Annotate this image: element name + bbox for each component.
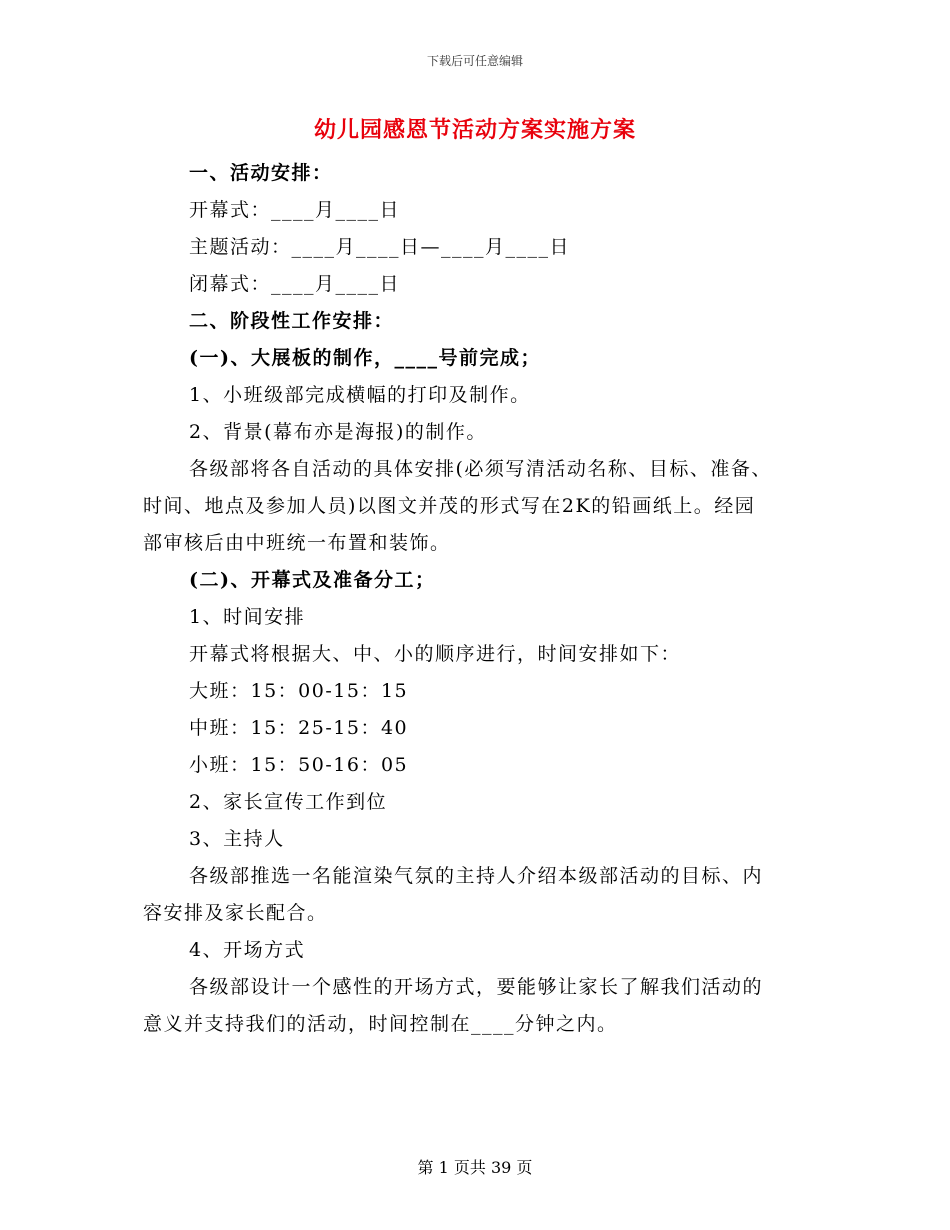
list-item: 4、开场方式: [189, 939, 306, 961]
paragraph-display-board: [143, 451, 803, 562]
list-item: 2、家长宣传工作到位: [189, 791, 388, 813]
section-2-heading: 二、阶段性工作安排：: [189, 310, 395, 332]
paragraph-line: 时间、地点及参加人员)以图文并茂的形式写在2K的铅画纸上。经园: [143, 495, 756, 517]
document-body: [143, 155, 803, 1043]
closing-date-line: 闭幕式：____月____日: [189, 273, 401, 295]
list-item: 1、小班级部完成横幅的打印及制作。: [189, 384, 531, 406]
document-title: 幼儿园感恩节活动方案实施方案: [313, 117, 636, 143]
paragraph-line: 各级部将各自活动的具体安排(必须写清活动名称、目标、准备、: [189, 458, 772, 480]
header-note: 下载后可任意编辑: [426, 54, 523, 68]
schedule-big-class: 大班：15：00-15：15: [189, 680, 409, 702]
paragraph-line: 部审核后由中班统一布置和装饰。: [143, 532, 451, 554]
paragraph-line: 意义并支持我们的活动，时间控制在____分钟之内。: [143, 1013, 618, 1035]
paragraph-host: [143, 858, 803, 932]
schedule-middle-class: 中班：15：25-15：40: [189, 717, 409, 739]
paragraph-line: 各级部设计一个感性的开场方式，要能够让家长了解我们活动的: [189, 976, 764, 998]
list-item: 3、主持人: [189, 828, 285, 850]
subsection-2-heading: (二)、开幕式及准备分工；: [189, 569, 436, 591]
theme-activity-date-line: 主题活动：____月____日—____月____日: [189, 236, 571, 258]
paragraph-opening-style: [143, 969, 803, 1043]
paragraph-line: 容安排及家长配合。: [143, 902, 328, 924]
list-item: 2、背景(幕布亦是海报)的制作。: [189, 421, 487, 443]
section-1-heading: 一、活动安排：: [189, 162, 333, 184]
list-item: 1、时间安排: [189, 606, 306, 628]
paragraph-line: 各级部推选一名能渲染气氛的主持人介绍本级部活动的目标、内: [189, 865, 764, 887]
schedule-intro: 开幕式将根据大、中、小的顺序进行，时间安排如下：: [189, 643, 682, 665]
schedule-small-class: 小班：15：50-16：05: [189, 754, 409, 776]
page-footer: 第 1 页共 39 页: [417, 1158, 533, 1177]
opening-date-line: 开幕式：____月____日: [189, 199, 401, 221]
subsection-1-heading: (一)、大展板的制作，____号前完成；: [189, 347, 541, 369]
